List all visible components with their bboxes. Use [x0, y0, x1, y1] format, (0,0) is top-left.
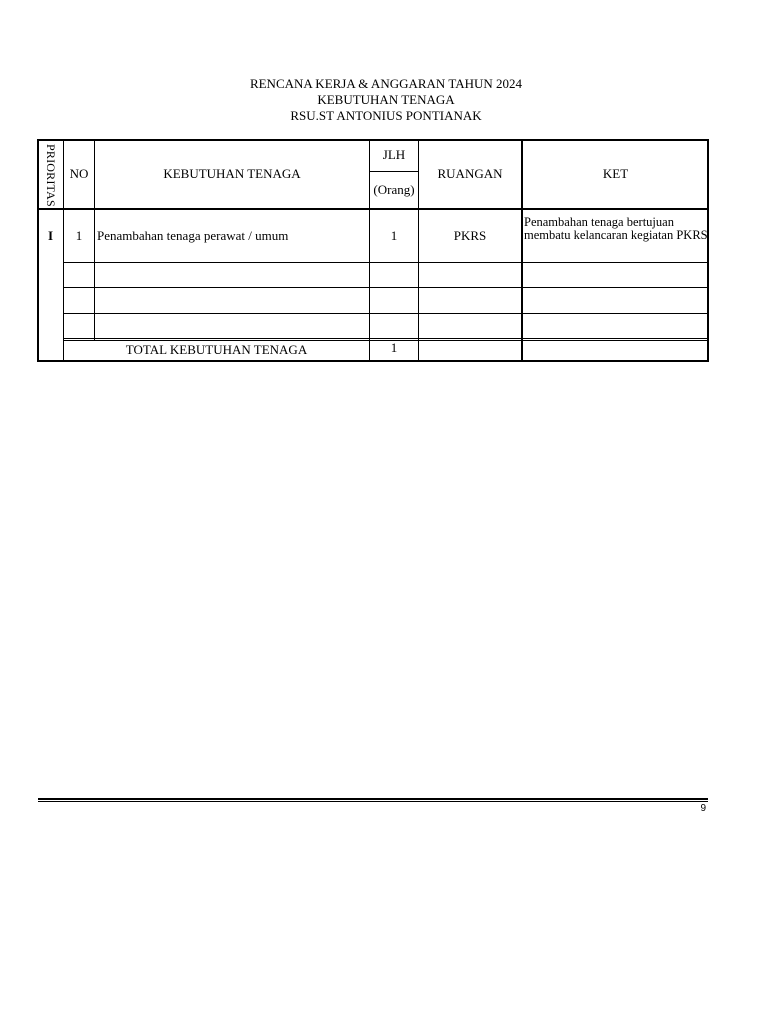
column-header-ruangan: RUANGAN	[437, 166, 503, 181]
column-header-no: NO	[69, 166, 89, 181]
row-jlh: 1	[390, 228, 398, 243]
header-divider	[38, 208, 708, 210]
jlh-header-split	[369, 171, 419, 172]
column-header-prioritas: PRIORITAS	[44, 143, 58, 207]
row-ruangan: PKRS	[453, 228, 487, 243]
total-jlh: 1	[390, 340, 398, 355]
column-header-ket: KET	[602, 166, 629, 181]
row-divider-1	[64, 262, 708, 263]
total-label: TOTAL KEBUTUHAN TENAGA	[125, 342, 308, 357]
header-title-line2: KEBUTUHAN TENAGA	[317, 92, 455, 107]
header-title-line3: RSU.ST ANTONIUS PONTIANAK	[290, 108, 482, 123]
row-ket: Penambahan tenaga bertujuan membatu kelancaran kegiatan PKRS	[524, 215, 708, 242]
row-divider-2	[64, 287, 708, 288]
column-header-jlh-unit: (Orang)	[373, 182, 415, 197]
total-divider-top	[64, 338, 708, 339]
row-prioritas: I	[47, 228, 54, 243]
row-divider-3	[64, 313, 708, 314]
column-header-kebutuhan: KEBUTUHAN TENAGA	[163, 166, 301, 181]
column-header-jlh: JLH	[382, 147, 406, 162]
header-title-line1: RENCANA KERJA & ANGGARAN TAHUN 2024	[249, 76, 523, 91]
col-divider-kebutuhan	[369, 140, 370, 361]
footer-rule	[38, 798, 708, 800]
document-header	[0, 76, 768, 124]
footer-rule-thin	[38, 801, 708, 802]
page-number: 9	[700, 803, 706, 814]
row-no: 1	[75, 228, 83, 243]
row-kebutuhan: Penambahan tenaga perawat / umum	[97, 228, 289, 243]
